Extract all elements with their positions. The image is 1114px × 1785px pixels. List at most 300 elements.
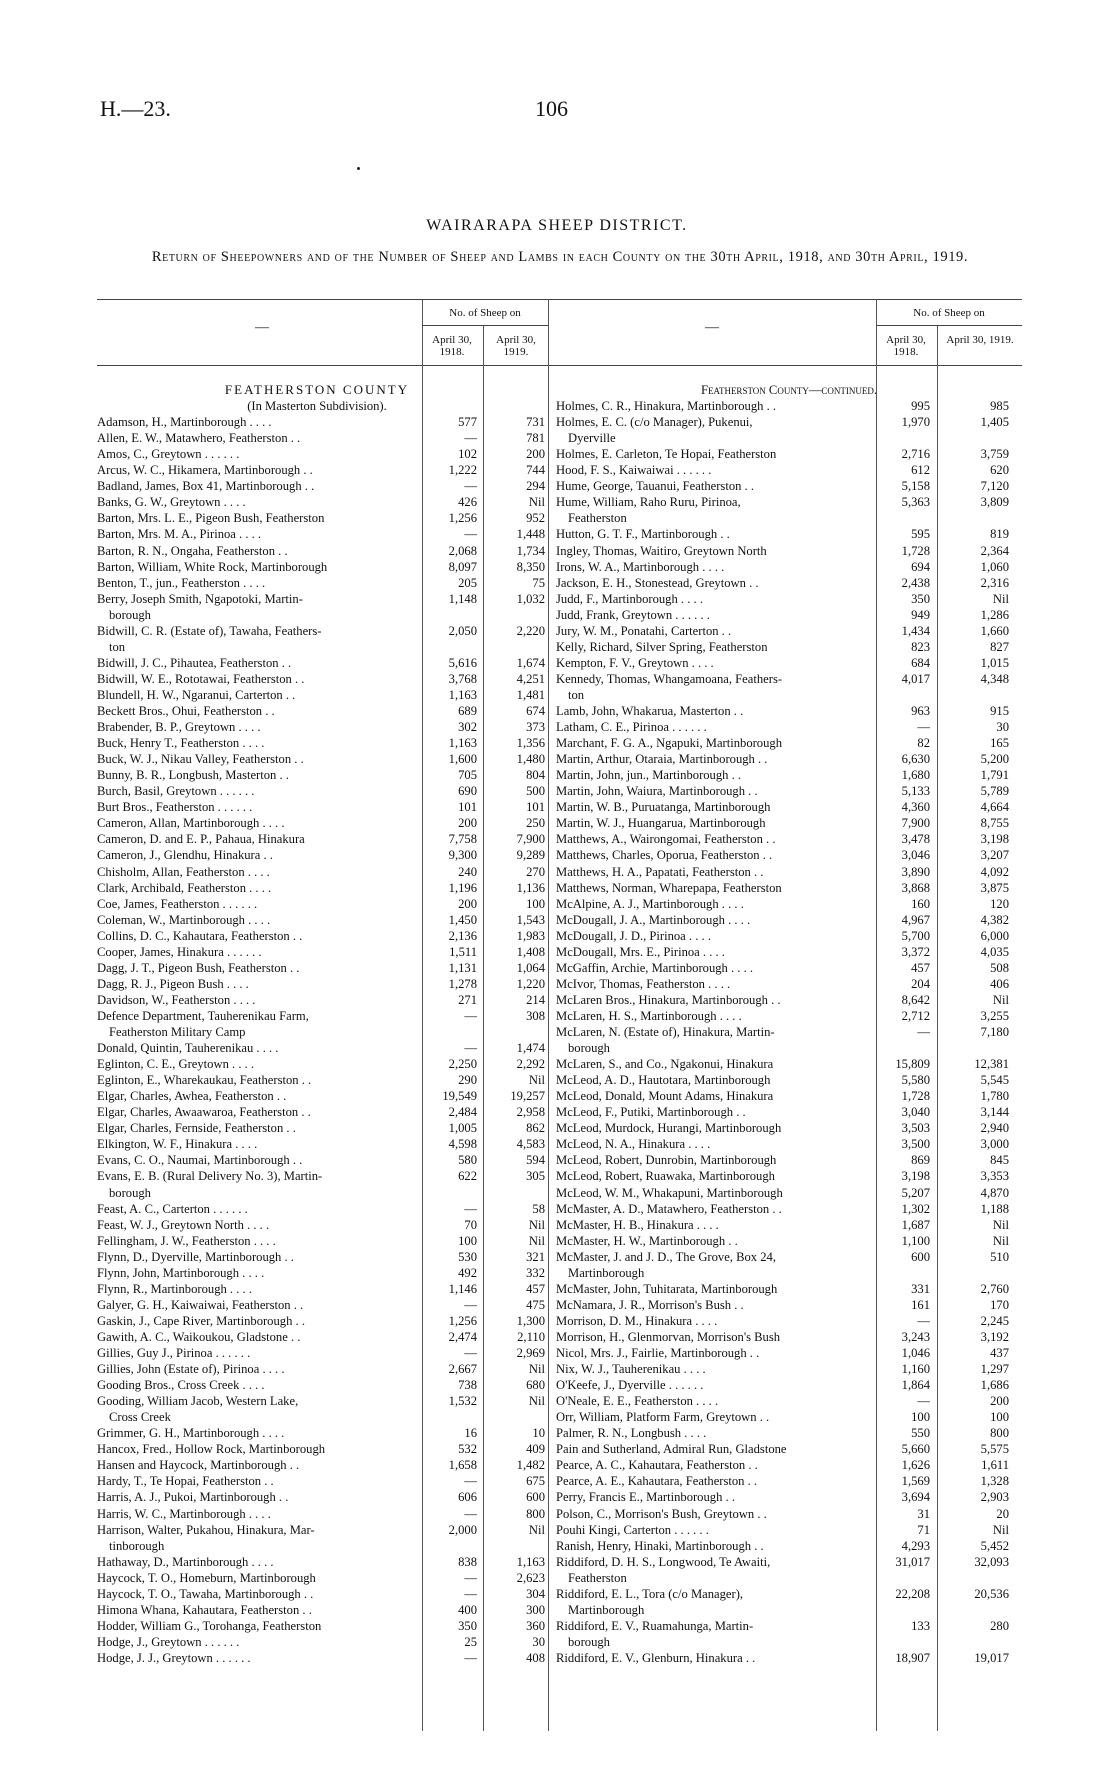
owner-name: Bidwill, C. R. (Estate of), Tawaha, Feathers-	[97, 623, 322, 638]
sheep-1918: 2,050	[448, 623, 477, 638]
owner-name: borough	[568, 1634, 610, 1649]
owner-name: McLaren, S., and Co., Ngakonui, Hinakura	[556, 1057, 774, 1072]
sheep-1918: 100	[911, 1410, 930, 1425]
sheep-1918: 82	[917, 736, 930, 751]
table-row	[556, 703, 1022, 719]
table-row	[97, 1554, 545, 1570]
sheep-1918: 4,360	[901, 800, 930, 815]
owner-name: McMaster, H. B., Hinakura . . . .	[556, 1217, 719, 1232]
sheep-1919: 4,251	[516, 671, 545, 686]
sheep-1919: 360	[526, 1618, 545, 1633]
sheep-1919: 2,903	[980, 1490, 1009, 1505]
sheep-1918: 1,532	[448, 1394, 477, 1409]
right-header-group: No. of Sheep on	[913, 307, 985, 319]
table-row	[97, 799, 545, 815]
owner-name: Featherston County—continued.	[700, 383, 878, 397]
table-row	[97, 1441, 545, 1457]
table-row	[556, 639, 1022, 655]
sheep-1919: 804	[526, 768, 545, 783]
owner-name: Riddiford, E. L., Tora (c/o Manager),	[556, 1586, 744, 1601]
owner-name: McLeod, Robert, Ruawaka, Martinborough	[556, 1169, 775, 1184]
sheep-1919: 1,300	[516, 1313, 545, 1328]
owner-name: Defence Department, Tauherenikau Farm,	[97, 1008, 309, 1023]
sheep-1919: 332	[526, 1265, 545, 1280]
sheep-1918: 1,626	[901, 1458, 930, 1473]
owner-name: Harris, W. C., Martinborough . . . .	[97, 1506, 271, 1521]
table-row	[97, 847, 545, 863]
owner-name: Elkington, W. F., Hinakura . . . .	[97, 1137, 258, 1152]
sheep-1919: Nil	[992, 1522, 1009, 1537]
table-row	[97, 430, 545, 446]
table-row	[556, 1506, 1022, 1522]
sheep-1919: 305	[526, 1169, 545, 1184]
sheep-1918: 2,000	[448, 1522, 477, 1537]
owner-name: Collins, D. C., Kahautara, Featherston . .	[97, 928, 303, 943]
sheep-1919: 437	[990, 1346, 1009, 1360]
sheep-1919: 32,093	[974, 1554, 1009, 1569]
owner-name: Irons, W. A., Martinborough . . . .	[556, 559, 725, 574]
sheep-1918: 100	[458, 1233, 477, 1248]
sheep-1918: 1,302	[901, 1201, 930, 1216]
owner-name: Hutton, G. T. F., Martinborough . .	[556, 527, 730, 542]
sheep-1919: 3,809	[980, 495, 1009, 510]
table-row	[97, 1008, 545, 1024]
table-row-continuation	[556, 1040, 1022, 1056]
sheep-1919: 744	[526, 463, 545, 478]
owner-name: McLeod, F., Putiki, Martinborough . .	[556, 1105, 746, 1120]
table-row	[556, 1489, 1022, 1505]
sheep-1919: Nil	[992, 591, 1009, 606]
sheep-1918: 580	[458, 1153, 477, 1168]
sheep-1919: 1,220	[516, 976, 545, 991]
owner-name: Elgar, Charles, Awhea, Featherston . .	[97, 1089, 287, 1104]
sheep-1918: 1,046	[901, 1346, 930, 1360]
sheep-1918: 6,630	[901, 752, 930, 767]
sheep-1919: 294	[526, 479, 545, 494]
sheep-1918: 2,136	[448, 928, 477, 943]
owner-name: Pearce, A. E., Kahautara, Featherston . .	[556, 1474, 758, 1489]
owner-name: Kennedy, Thomas, Whangamoana, Feathers-	[556, 671, 783, 686]
owner-name: Himona Whana, Kahautara, Featherston . .	[97, 1602, 312, 1617]
table-row	[556, 1457, 1022, 1473]
sheep-1918: —	[464, 1201, 477, 1216]
sheep-1919: 1,328	[980, 1474, 1009, 1489]
sheep-1919: 594	[526, 1153, 545, 1168]
left-header-dash: —	[255, 320, 269, 335]
sheep-1918: —	[464, 1474, 477, 1489]
sheep-1919: 165	[990, 736, 1009, 751]
sheep-1919: 985	[990, 399, 1009, 414]
page-dot	[357, 167, 360, 170]
sheep-1918: 1,160	[901, 1362, 930, 1377]
sheep-1918: 823	[911, 639, 930, 654]
table-row	[556, 1056, 1022, 1072]
owner-name: Judd, F., Martinborough . . . .	[556, 591, 703, 606]
table-top-rule	[97, 299, 1022, 300]
table-row-continuation	[556, 430, 1022, 446]
owner-name: McDougall, J. A., Martinborough . . . .	[556, 912, 751, 927]
owner-name: Matthews, Charles, Oporua, Featherston . .	[556, 848, 773, 863]
table-row	[97, 928, 545, 944]
owner-name: Banks, G. W., Greytown . . . .	[97, 495, 246, 510]
owner-name: McLeod, W. M., Whakapuni, Martinborough	[556, 1185, 783, 1200]
page-number: 106	[535, 96, 568, 121]
sheep-1918: 1,100	[901, 1233, 930, 1248]
sheep-1918: 3,478	[901, 832, 930, 847]
sheep-1919: 3,875	[980, 880, 1009, 895]
sheep-1918: 331	[911, 1281, 930, 1296]
owner-name: Pain and Sutherland, Admiral Run, Gladstone	[556, 1442, 787, 1457]
table-row	[556, 1425, 1022, 1441]
sheep-1918: 19,549	[442, 1089, 477, 1104]
sheep-1918: —	[464, 1297, 477, 1312]
owner-name: Bunny, B. R., Longbush, Masterton . .	[97, 768, 289, 783]
table-row	[556, 719, 1022, 735]
sheep-1919: 1,983	[516, 928, 545, 943]
owner-name: Lamb, John, Whakarua, Masterton . .	[556, 704, 744, 718]
owner-name: Matthews, A., Wairongomai, Featherston . .	[556, 832, 776, 847]
sheep-1919: 1,356	[516, 736, 545, 751]
sheep-1919: 100	[990, 1410, 1009, 1425]
owner-name: McLaren, N. (Estate of), Hinakura, Martin-	[556, 1025, 775, 1039]
sheep-1918: 9,300	[448, 848, 477, 863]
sheep-1919: 1,286	[980, 607, 1009, 622]
table-row-continuation	[97, 639, 537, 655]
table-row	[556, 912, 1022, 928]
sheep-1919: 475	[526, 1297, 545, 1312]
sheep-1919: Nil	[528, 495, 545, 510]
sheep-1919: 300	[526, 1602, 545, 1617]
center-divider	[548, 299, 549, 1731]
table-row	[97, 510, 545, 526]
owner-name: Dyerville	[568, 431, 616, 446]
sheep-1918: 2,484	[448, 1105, 477, 1120]
sheep-1919: Nil	[992, 992, 1009, 1007]
table-row	[556, 1136, 1022, 1152]
sheep-1919: Nil	[528, 1394, 545, 1409]
sheep-1918: 1,196	[448, 880, 477, 895]
sheep-1918: 133	[911, 1618, 930, 1633]
table-row	[556, 462, 1022, 478]
owner-name: Hodge, J. J., Greytown . . . . . .	[97, 1650, 251, 1665]
table-row	[556, 446, 1022, 462]
table-row	[97, 1265, 545, 1281]
table-row	[97, 1217, 545, 1233]
owner-name: Polson, C., Morrison's Bush, Greytown . .	[556, 1506, 767, 1521]
table-row	[97, 623, 545, 639]
sheep-1919: 680	[526, 1378, 545, 1393]
sheep-1919: 510	[990, 1249, 1009, 1264]
owner-name: Jackson, E. H., Stonestead, Greytown . .	[556, 575, 759, 590]
table-row	[556, 623, 1022, 639]
owner-name: Feast, A. C., Carterton . . . . . .	[97, 1201, 248, 1216]
sheep-1918: —	[464, 1008, 477, 1023]
owner-name: Fellingham, J. W., Featherston . . . .	[97, 1233, 276, 1248]
sheep-1918: 600	[911, 1249, 930, 1264]
owner-name: McGaffin, Archie, Martinborough . . . .	[556, 960, 754, 975]
sheep-1919: 100	[526, 896, 545, 911]
sheep-1919: 1,780	[980, 1089, 1009, 1104]
table-row	[97, 1233, 545, 1249]
sheep-1918: 8,097	[448, 559, 477, 574]
owner-name: Barton, William, White Rock, Martinborough	[97, 559, 328, 574]
owner-name: Flynn, John, Martinborough . . . .	[97, 1265, 265, 1280]
table-row	[97, 1457, 545, 1473]
table-row	[556, 1120, 1022, 1136]
owner-name: Blundell, H. W., Ngaranui, Carterton . .	[97, 687, 296, 702]
table-row	[556, 928, 1022, 944]
sheep-1918: 5,363	[901, 495, 930, 510]
sheep-1918: —	[464, 1346, 477, 1360]
owner-name: Flynn, R., Martinborough . . . .	[97, 1281, 252, 1296]
owner-name: Beckett Bros., Ohui, Featherston . .	[97, 704, 275, 718]
owner-name: Badland, James, Box 41, Martinborough . .	[97, 479, 315, 494]
sheep-1919: 4,348	[980, 671, 1009, 686]
table-row	[556, 783, 1022, 799]
owner-name: Martinborough	[568, 1602, 645, 1617]
table-row	[556, 1168, 1022, 1184]
sheep-1919: 5,789	[980, 784, 1009, 799]
owner-name: Palmer, R. N., Longbush . . . .	[556, 1426, 707, 1441]
owner-name: Nix, W. J., Tauherenikau . . . .	[556, 1362, 706, 1377]
owner-name: McLeod, Murdock, Hurangi, Martinborough	[556, 1121, 782, 1136]
table-row	[97, 1072, 545, 1088]
table-row	[97, 1152, 545, 1168]
table-row	[556, 1072, 1022, 1088]
owner-name: Hume, William, Raho Ruru, Pirinoa,	[556, 495, 741, 510]
sheep-1919: 1,543	[516, 912, 545, 927]
sheep-1919: 1,480	[516, 752, 545, 767]
owner-name: Riddiford, E. V., Ruamahunga, Martin-	[556, 1618, 754, 1633]
document-title: WAIRARAPA SHEEP DISTRICT.	[426, 217, 688, 234]
owner-name: Martin, Arthur, Otaraia, Martinborough . .	[556, 752, 768, 767]
owner-name: Barton, R. N., Ongaha, Featherston . .	[97, 543, 288, 558]
owner-name: O'Keefe, J., Dyerville . . . . . .	[556, 1378, 704, 1393]
sheep-1918: 1,163	[448, 687, 477, 702]
sheep-1919: 675	[526, 1474, 545, 1489]
sheep-1919: 2,958	[516, 1105, 545, 1120]
table-row	[97, 1522, 545, 1538]
owner-name: Feast, W. J., Greytown North . . . .	[97, 1217, 270, 1232]
table-row	[97, 992, 545, 1008]
sheep-1919: 457	[526, 1281, 545, 1296]
sheep-1919: 1,611	[981, 1458, 1009, 1473]
owner-name: Gillies, Guy J., Pirinoa . . . . . .	[97, 1346, 251, 1360]
sheep-1919: 1,032	[516, 591, 545, 606]
owner-name: Donald, Quintin, Tauherenikau . . . .	[97, 1041, 279, 1056]
sheep-1919: 2,316	[980, 575, 1009, 590]
table-row	[97, 1056, 545, 1072]
owner-name: Haycock, T. O., Tawaha, Martinborough . .	[97, 1586, 314, 1601]
sheep-1919: 408	[526, 1650, 545, 1665]
table-row	[97, 1297, 545, 1313]
sheep-1918: 1,970	[901, 415, 930, 430]
owner-name: McDougall, J. D., Pirinoa . . . .	[556, 928, 711, 943]
sheep-1919: 12,381	[974, 1057, 1009, 1072]
table-row	[556, 478, 1022, 494]
table-row	[556, 1393, 1022, 1409]
sheep-1919: 1,297	[980, 1362, 1009, 1377]
table-row	[556, 1185, 1022, 1201]
table-row	[556, 896, 1022, 912]
owner-name: borough	[109, 607, 151, 622]
sheep-1919: 3,000	[980, 1137, 1009, 1152]
table-row	[97, 1425, 545, 1441]
owner-name: McMaster, J. and J. D., The Grove, Box 24,	[556, 1249, 776, 1264]
table-row	[556, 1088, 1022, 1104]
sheep-1919: 4,583	[516, 1137, 545, 1152]
sheep-1918: 694	[911, 559, 930, 574]
table-row-continuation	[556, 1602, 1022, 1618]
right-header-dash: —	[705, 320, 719, 335]
owner-name: Cross Creek	[109, 1410, 171, 1425]
sheep-1919: 75	[532, 575, 545, 590]
table-row	[556, 1297, 1022, 1313]
table-row	[97, 671, 545, 687]
owner-name: Chisholm, Allan, Featherston . . . .	[97, 864, 270, 879]
table-row-continuation	[97, 1024, 537, 1040]
owner-name: Cameron, Allan, Martinborough . . . .	[97, 816, 285, 831]
sheep-1919: 1,481	[516, 687, 545, 702]
table-row	[556, 831, 1022, 847]
owner-name: McLeod, Robert, Dunrobin, Martinborough	[556, 1153, 777, 1168]
owner-name: McDougall, Mrs. E., Pirinoa . . . .	[556, 944, 725, 959]
sheep-1919: 1,674	[516, 655, 545, 670]
sheep-1919: 915	[990, 704, 1009, 718]
sheep-1918: 492	[458, 1265, 477, 1280]
sheep-1919: 19,017	[974, 1650, 1009, 1665]
table-row	[556, 1650, 1022, 1666]
sheep-1918: 690	[458, 784, 477, 799]
document-subtitle: Return of Sheepowners and of the Number of Sheep and Lambs in each County on the 30th April, 1918, and 30th April, 1919.	[151, 249, 969, 265]
table-row	[97, 655, 545, 671]
table-row	[97, 1506, 545, 1522]
table-row	[97, 864, 545, 880]
table-row-continuation	[556, 510, 1022, 526]
sheep-1918: 1,146	[448, 1281, 477, 1296]
table-row	[556, 398, 1022, 414]
sheep-1918: 1,569	[901, 1474, 930, 1489]
sheep-1918: 4,017	[901, 671, 930, 686]
table-row	[556, 575, 1022, 591]
sheep-1919: 1,660	[980, 623, 1009, 638]
sheep-1919: 58	[532, 1201, 545, 1216]
sheep-1919: 1,060	[980, 559, 1009, 574]
sheep-1918: 3,503	[901, 1121, 930, 1136]
sheep-1919: 4,382	[980, 912, 1009, 927]
sheep-1918: 3,890	[901, 864, 930, 879]
sheep-1919: 5,452	[980, 1538, 1009, 1553]
sheep-1918: —	[464, 1506, 477, 1521]
owner-name: Elgar, Charles, Fernside, Featherston . .	[97, 1121, 296, 1136]
sheep-1919: 19,257	[510, 1089, 545, 1104]
sheep-1919: 120	[990, 896, 1009, 911]
owner-name: Ranish, Henry, Hinaki, Martinborough . .	[556, 1538, 764, 1553]
table-row	[97, 1201, 545, 1217]
sheep-1918: 3,040	[901, 1105, 930, 1120]
owner-name: tinborough	[109, 1538, 165, 1553]
owner-name: Coleman, W., Martinborough . . . .	[97, 912, 271, 927]
owner-name: Morrison, D. M., Hinakura . . . .	[556, 1313, 718, 1328]
sheep-1918: —	[917, 720, 930, 735]
sheep-1918: 350	[911, 591, 930, 606]
table-row	[97, 751, 545, 767]
owner-name: Hancox, Fred., Hollow Rock, Martinborough	[97, 1442, 326, 1457]
owner-name: ton	[568, 687, 585, 702]
sheep-1919: 20,536	[974, 1586, 1009, 1601]
sheep-1918: 5,133	[901, 784, 930, 799]
sheep-1918: 689	[458, 704, 477, 718]
owner-name: Adamson, H., Martinborough . . . .	[97, 415, 272, 430]
sheep-1918: 1,148	[448, 591, 477, 606]
owner-name: Gooding, William Jacob, Western Lake,	[97, 1394, 299, 1409]
table-row-continuation	[97, 1538, 537, 1554]
sheep-1918: 200	[458, 816, 477, 831]
sheep-1919: 5,545	[980, 1073, 1009, 1088]
sheep-1918: —	[464, 431, 477, 446]
owner-name: Eglinton, E., Wharekaukau, Featherston . .	[97, 1073, 312, 1088]
sheep-1919: 1,015	[980, 655, 1009, 670]
owner-name: Cooper, James, Hinakura . . . . . .	[97, 944, 262, 959]
sheep-1918: 3,372	[901, 944, 930, 959]
sheep-1919: 250	[526, 816, 545, 831]
owner-name: Hodge, J., Greytown . . . . . .	[97, 1634, 240, 1649]
sheep-1919: 1,136	[516, 880, 545, 895]
sheep-1918: 530	[458, 1249, 477, 1264]
table-row	[97, 1618, 545, 1634]
owner-name: Marchant, F. G. A., Ngapuki, Martinborough	[556, 736, 782, 751]
sheep-1919: 1,408	[516, 944, 545, 959]
owner-name: McLeod, A. D., Hautotara, Martinborough	[556, 1073, 771, 1088]
sheep-1918: 31,017	[895, 1554, 930, 1569]
sheep-1918: 705	[458, 768, 477, 783]
table-row	[97, 1361, 545, 1377]
sheep-1918: 684	[911, 655, 930, 670]
owner-name: Gaskin, J., Cape River, Martinborough . .	[97, 1313, 305, 1328]
owner-name: Kempton, F. V., Greytown . . . .	[556, 655, 714, 670]
sheep-1919: 373	[526, 720, 545, 735]
sheep-1918: 400	[458, 1602, 477, 1617]
table-row	[97, 719, 545, 735]
sheep-1918: 3,243	[901, 1329, 930, 1344]
owner-name: Eglinton, C. E., Greytown . . . .	[97, 1057, 255, 1072]
table-row	[556, 1409, 1022, 1425]
section-heading	[97, 382, 537, 398]
sheep-1918: 1,728	[901, 543, 930, 558]
owner-name: McLaren, H. S., Martinborough . . . .	[556, 1008, 742, 1023]
table-row	[556, 414, 1022, 430]
table-row	[556, 1008, 1022, 1024]
sheep-1919: 800	[990, 1426, 1009, 1441]
table-row	[556, 1522, 1022, 1538]
left-header-col1: April 30, 1918.	[432, 334, 472, 358]
sheep-1919: 1,474	[516, 1041, 545, 1056]
owner-name: Hathaway, D., Martinborough . . . .	[97, 1554, 274, 1569]
table-row	[556, 944, 1022, 960]
owner-name: Gawith, A. C., Waikoukou, Gladstone . .	[97, 1329, 301, 1344]
owner-name: borough	[568, 1041, 610, 1056]
sheep-1918: 3,868	[901, 880, 930, 895]
owner-name: O'Neale, E. E., Featherston . . . .	[556, 1394, 719, 1409]
table-row	[97, 1136, 545, 1152]
table-row	[556, 735, 1022, 751]
table-row	[97, 1586, 545, 1602]
table-row	[556, 1217, 1022, 1233]
table-row	[556, 1249, 1022, 1265]
left-header-col2: April 30, 1919.	[496, 334, 536, 358]
owner-name: Nicol, Mrs. J., Fairlie, Martinborough . .	[556, 1346, 760, 1360]
sheep-1919: 1,686	[980, 1378, 1009, 1393]
